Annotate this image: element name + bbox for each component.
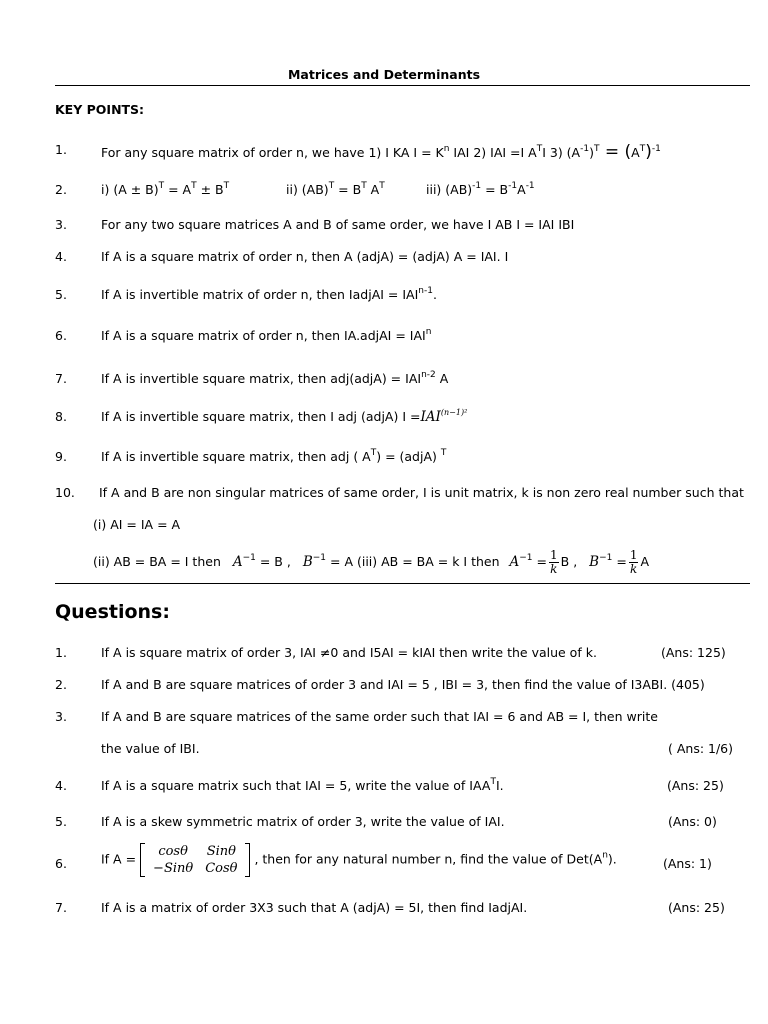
rotation-matrix: cosθ Sinθ −Sinθ Cosθ — [140, 843, 250, 877]
question-5-answer: (Ans: 0) — [668, 814, 717, 829]
key-point-8: If A is invertible square matrix, then I adj (adjA) $I =IAI^{(n-1)^2}$ — [101, 408, 468, 425]
key-point-number: 1. — [55, 142, 67, 157]
key-point-9: If A is invertible square matrix, then adj ( $A^T$) = (adjA) $^T$ — [101, 448, 447, 464]
key-points-heading: KEY POINTS: — [55, 102, 145, 117]
question-5: If A is a skew symmetric matrix of order 3, write the value of IAI. — [101, 814, 505, 829]
question-3: If A and B are square matrices of the same order such that IAI = 6 and AB = I, then write — [101, 709, 658, 724]
question-number: 2. — [55, 677, 67, 692]
questions-heading: Questions: — [55, 601, 170, 623]
key-point-number: 8. — [55, 409, 67, 424]
question-number: 3. — [55, 709, 67, 724]
key-point-5: If A is invertible matrix of order n, then IadjAI = $IAI^{n-1}$. — [101, 286, 437, 302]
question-number: 5. — [55, 814, 67, 829]
question-6-answer: (Ans: 1) — [663, 856, 712, 871]
key-point-number: 7. — [55, 371, 67, 386]
section-rule — [55, 583, 750, 584]
key-point-number: 5. — [55, 287, 67, 302]
question-4: If A is a square matrix such that IAI = 5, write the value of $IAA^TI$. — [101, 777, 504, 793]
question-7-answer: (Ans: 25) — [668, 900, 725, 915]
question-number: 4. — [55, 778, 67, 793]
key-point-7: If A is invertible square matrix, then adj(adjA) = $IAI^{n-2}$ A — [101, 370, 449, 386]
question-6: If A = cosθ Sinθ −Sinθ Cosθ , then for any natural number n, find the value of $Det(A^n)$. — [101, 844, 617, 876]
fraction-one-over-k: $\frac{1}{k}$ — [629, 548, 638, 576]
key-point-3: For any two square matrices A and B of same order, we have I AB I = IAI IBI — [101, 217, 575, 232]
key-point-number: 10. — [55, 485, 75, 500]
key-point-2-part-iii: iii) $(AB)^{-1} = B^{-1}A^{-1}$ — [426, 181, 535, 197]
key-point-10: If A and B are non singular matrices of same order, I is unit matrix, k is non zero real number such that — [99, 485, 744, 500]
page-title: Matrices and Determinants — [287, 67, 481, 82]
question-7: If A is a matrix of order 3X3 such that A (adjA) = 5I, then find IadjAI. — [101, 900, 528, 915]
key-point-10-i: (i) AI = IA = A — [93, 517, 181, 532]
key-point-1: For any square matrix of order n, we have 1) I KA $I = K^n$ IAI 2) IAI =I $A^TI$ 3) $(A^{-1})^T = (A^T)^{-1}$ — [101, 142, 661, 162]
title-rule — [55, 85, 750, 86]
question-1-answer: (Ans: 125) — [661, 645, 726, 660]
key-point-number: 3. — [55, 217, 67, 232]
question-4-answer: (Ans: 25) — [667, 778, 724, 793]
key-point-10-ii: (ii) AB = BA = I then $A^{-1} = B$ , $B^{-1} = A$ (iii) AB = BA = k I then $A^{-1}$ = $\frac{1}{k}$ B , $B^{-1}$ = $\frac{1}{k}$ A — [93, 548, 650, 576]
key-point-number: 4. — [55, 249, 67, 264]
question-3-answer: ( Ans: 1/6) — [668, 741, 734, 756]
question-1: If A is square matrix of order 3, IAI ≠0 and I5AI = kIAI then write the value of k. — [101, 645, 597, 660]
key-point-4: If A is a square matrix of order n, then A (adjA) = (adjA) A = IAI. I — [101, 249, 509, 264]
fraction-one-over-k: $\frac{1}{k}$ — [550, 548, 558, 576]
question-number: 7. — [55, 900, 67, 915]
question-2: If A and B are square matrices of order 3 and IAI = 5 , IBI = 3, then find the value of I3ABI. (405) — [101, 677, 705, 692]
key-point-2-part-i: i) $(A \pm B)^T = A^T \pm B^T$ — [101, 181, 230, 197]
key-point-number: 9. — [55, 449, 67, 464]
key-point-2-part-ii: ii) $(AB)^T = B^T$ $A^T$ — [286, 181, 385, 197]
question-number: 6. — [55, 856, 67, 871]
key-point-number: 6. — [55, 328, 67, 343]
key-point-6: If A is a square matrix of order n, then IA.adjAI = $IAI^n$ — [101, 327, 432, 343]
key-point-number: 2. — [55, 182, 67, 197]
question-3-continued: the value of IBI. — [101, 741, 200, 756]
question-number: 1. — [55, 645, 67, 660]
